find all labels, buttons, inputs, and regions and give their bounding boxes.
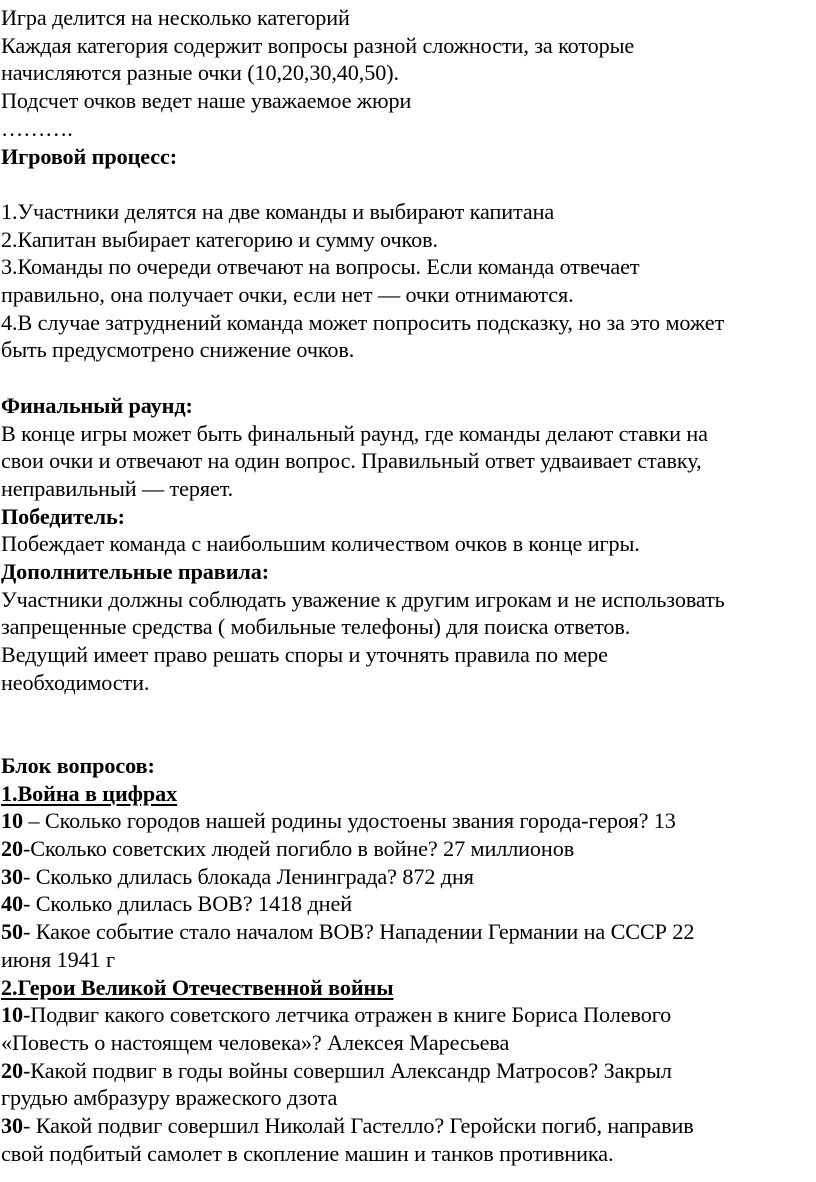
extra-rules-line-2: запрещенные средства ( мобильные телефоны) для поиска ответов.: [1, 614, 631, 640]
category-1-title: 1.Война в цифрах: [1, 780, 178, 806]
game-process-heading: Игровой процесс:: [1, 143, 178, 169]
extra-rules-line-1: Участники должны соблюдать уважение к другим игрокам и не использовать: [1, 586, 725, 612]
points-label: 30: [1, 863, 23, 889]
cat1-question-20: [1, 835, 816, 863]
spacer: [1, 697, 816, 725]
final-round-heading: Финальный раунд:: [1, 392, 193, 418]
final-round-line-2: свои очки и отвечают на один вопрос. Правильный ответ удваивает ставку,: [1, 448, 702, 474]
cat2-question-20-cont: грудью амбразуру вражеского дзота: [1, 1085, 338, 1111]
question-text: -Подвиг какого советского летчика отражен в книге Бориса Полевого: [23, 1002, 672, 1028]
extra-rules-heading: Дополнительные правила:: [1, 559, 270, 585]
intro-line-2: Каждая категория содержит вопросы разной сложности, за которые: [1, 32, 635, 58]
question-text: – Сколько городов нашей родины удостоены звания города-героя? 13: [23, 808, 676, 834]
intro-line-4: Подсчет очков ведет наше уважаемое жюри: [1, 88, 412, 114]
question-text: -Сколько советских людей погибло в войне? 27 миллионов: [23, 836, 575, 862]
question-text: - Какое событие стало началом ВОВ? Нападении Германии на СССР 22: [23, 919, 695, 945]
final-round-line-3: неправильный — теряет.: [1, 475, 234, 501]
extra-rules-line-4: необходимости.: [1, 669, 150, 695]
question-text: - Сколько длилась ВОВ? 1418 дней: [23, 891, 352, 917]
game-process-line-5: 4.В случае затруднений команда может попросить подсказку, но за это может: [1, 309, 725, 335]
cat2-question-10-cont: «Повесть о настоящем человека»? Алексея Маресьева: [1, 1029, 510, 1055]
intro-line-3: начисляются разные очки (10,20,30,40,50).: [1, 60, 399, 86]
question-text: - Какой подвиг совершил Николай Гастелло? Геройски погиб, направив: [23, 1113, 694, 1139]
points-label: 40: [1, 891, 23, 917]
game-process-line-3: 3.Команды по очереди отвечают на вопросы. Если команда отвечает: [1, 254, 640, 280]
cat2-question-10: [1, 1001, 816, 1029]
final-round-line-1: В конце игры может быть финальный раунд, где команды делают ставки на: [1, 420, 708, 446]
intro-ellipsis: ……….: [1, 115, 73, 141]
game-process-line-1: 1.Участники делятся на две команды и выбирают капитана: [1, 198, 555, 224]
cat1-question-50: [1, 918, 816, 946]
game-process-line-4: правильно, она получает очки, если нет — очки отнимаются.: [1, 282, 574, 308]
points-label: 10: [1, 808, 23, 834]
question-text: -Какой подвиг в годы войны совершил Александр Матросов? Закрыл: [23, 1057, 672, 1083]
points-label: 10: [1, 1002, 23, 1028]
question-text: - Сколько длилась блокада Ленинграда? 872 дня: [23, 863, 474, 889]
game-process-line-6: быть предусмотрено снижение очков.: [1, 337, 355, 363]
points-label: 50: [1, 919, 23, 945]
winner-line-1: Побеждает команда с наибольшим количеством очков в конце игры.: [1, 531, 640, 557]
spacer: [1, 724, 816, 752]
points-label: 20: [1, 836, 23, 862]
spacer: [1, 364, 816, 392]
cat1-question-40: [1, 890, 816, 918]
category-2-title: 2.Герои Великой Отечественной войны: [1, 974, 394, 1000]
winner-heading: Победитель:: [1, 503, 125, 529]
points-label: 30: [1, 1113, 23, 1139]
cat2-question-20: [1, 1057, 816, 1085]
cat1-question-30: [1, 863, 816, 891]
points-label: 20: [1, 1057, 23, 1083]
game-process-line-2: 2.Капитан выбирает категорию и сумму очков.: [1, 226, 438, 252]
intro-line-1: Игра делится на несколько категорий: [1, 5, 350, 30]
spacer: [1, 170, 816, 198]
extra-rules-line-3: Ведущий имеет право решать споры и уточнять правила по мере: [1, 642, 608, 668]
questions-heading: Блок вопросов:: [1, 752, 155, 778]
cat1-question-50-cont: июня 1941 г: [1, 946, 115, 972]
cat2-question-30: [1, 1112, 816, 1140]
cat1-question-10: [1, 807, 816, 835]
cat2-question-30-cont: свой подбитый самолет в скопление машин и танков противника.: [1, 1140, 614, 1166]
